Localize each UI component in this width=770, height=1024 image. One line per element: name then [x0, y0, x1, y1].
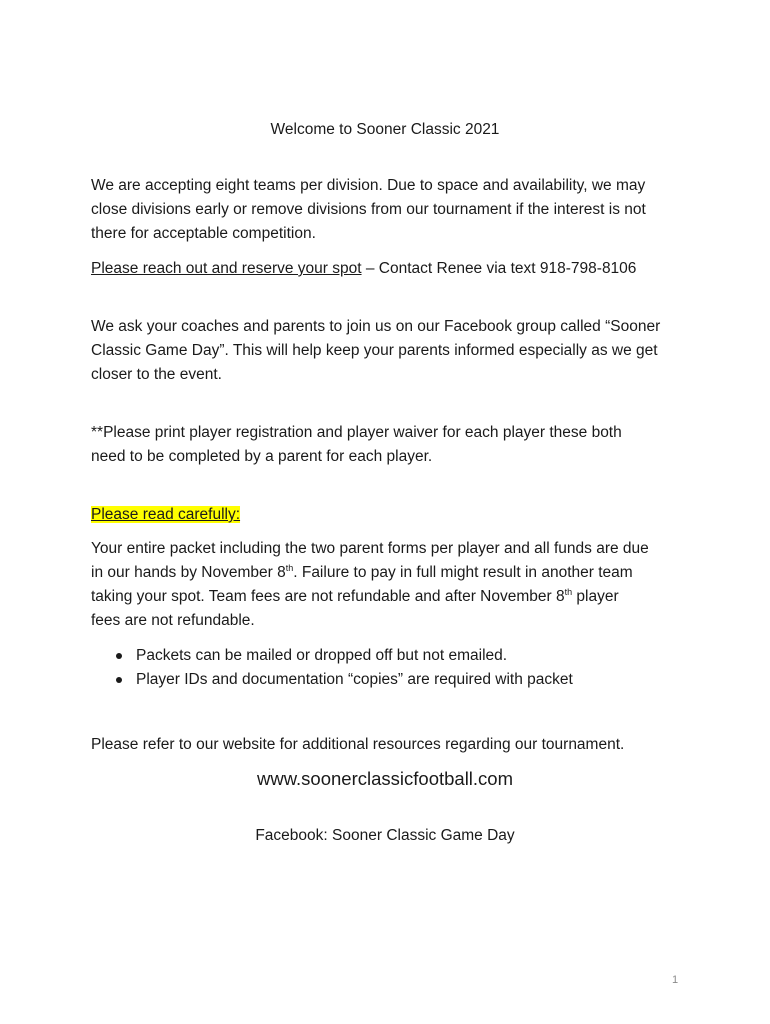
page-number: 1: [672, 974, 679, 986]
list-item: Packets can be mailed or dropped off but not emailed.: [91, 644, 691, 668]
intro-paragraph: [91, 174, 691, 246]
paragraph-line: fees are not refundable.: [91, 612, 255, 629]
contact-text: – Contact Renee via text 918-798-8106: [361, 260, 637, 277]
superscript: th: [564, 586, 573, 597]
reserve-paragraph: [91, 257, 691, 281]
intro-line: We are accepting eight teams per division. Due to space and availability, we may: [91, 177, 646, 194]
paragraph-line: Classic Game Day”. This will help keep your parents informed especially as we get: [91, 342, 658, 359]
paragraph-line: Your entire packet including the two parent forms per player and all funds are due: [91, 540, 649, 557]
refer-paragraph: Please refer to our website for additional resources regarding our tournament.: [91, 736, 625, 753]
intro-line: close divisions early or remove divisions from our tournament if the interest is not: [91, 201, 646, 218]
requirements-list: [91, 644, 691, 692]
paragraph-line: need to be completed by a parent for each player.: [91, 448, 433, 465]
page-title: Welcome to Sooner Classic 2021: [270, 121, 500, 138]
superscript: th: [285, 562, 294, 573]
facebook-group-paragraph: [91, 315, 691, 387]
paragraph-line: closer to the event.: [91, 366, 222, 383]
paragraph-line: in our hands by November 8th. Failure to pay in full might result in another team: [91, 562, 633, 581]
careful-heading-row: [91, 503, 691, 527]
paragraph-line: **Please print player registration and player waiver for each player these both: [91, 424, 622, 441]
website-link[interactable]: www.soonerclassicfootball.com: [256, 768, 514, 789]
paragraph-line: We ask your coaches and parents to join us on our Facebook group called “Sooner: [91, 318, 661, 335]
reserve-spot-link[interactable]: Please reach out and reserve your spot: [91, 260, 362, 277]
packet-paragraph: [91, 537, 691, 633]
intro-line: there for acceptable competition.: [91, 225, 316, 242]
careful-heading: Please read carefully:: [91, 506, 241, 523]
facebook-line: Facebook: Sooner Classic Game Day: [255, 827, 515, 844]
requirements-list-wrap: [91, 644, 691, 692]
paragraph-line: taking your spot. Team fees are not refundable and after November 8th player: [91, 586, 619, 605]
print-forms-paragraph: [91, 421, 691, 469]
list-item: Player IDs and documentation “copies” are required with packet: [91, 668, 691, 692]
